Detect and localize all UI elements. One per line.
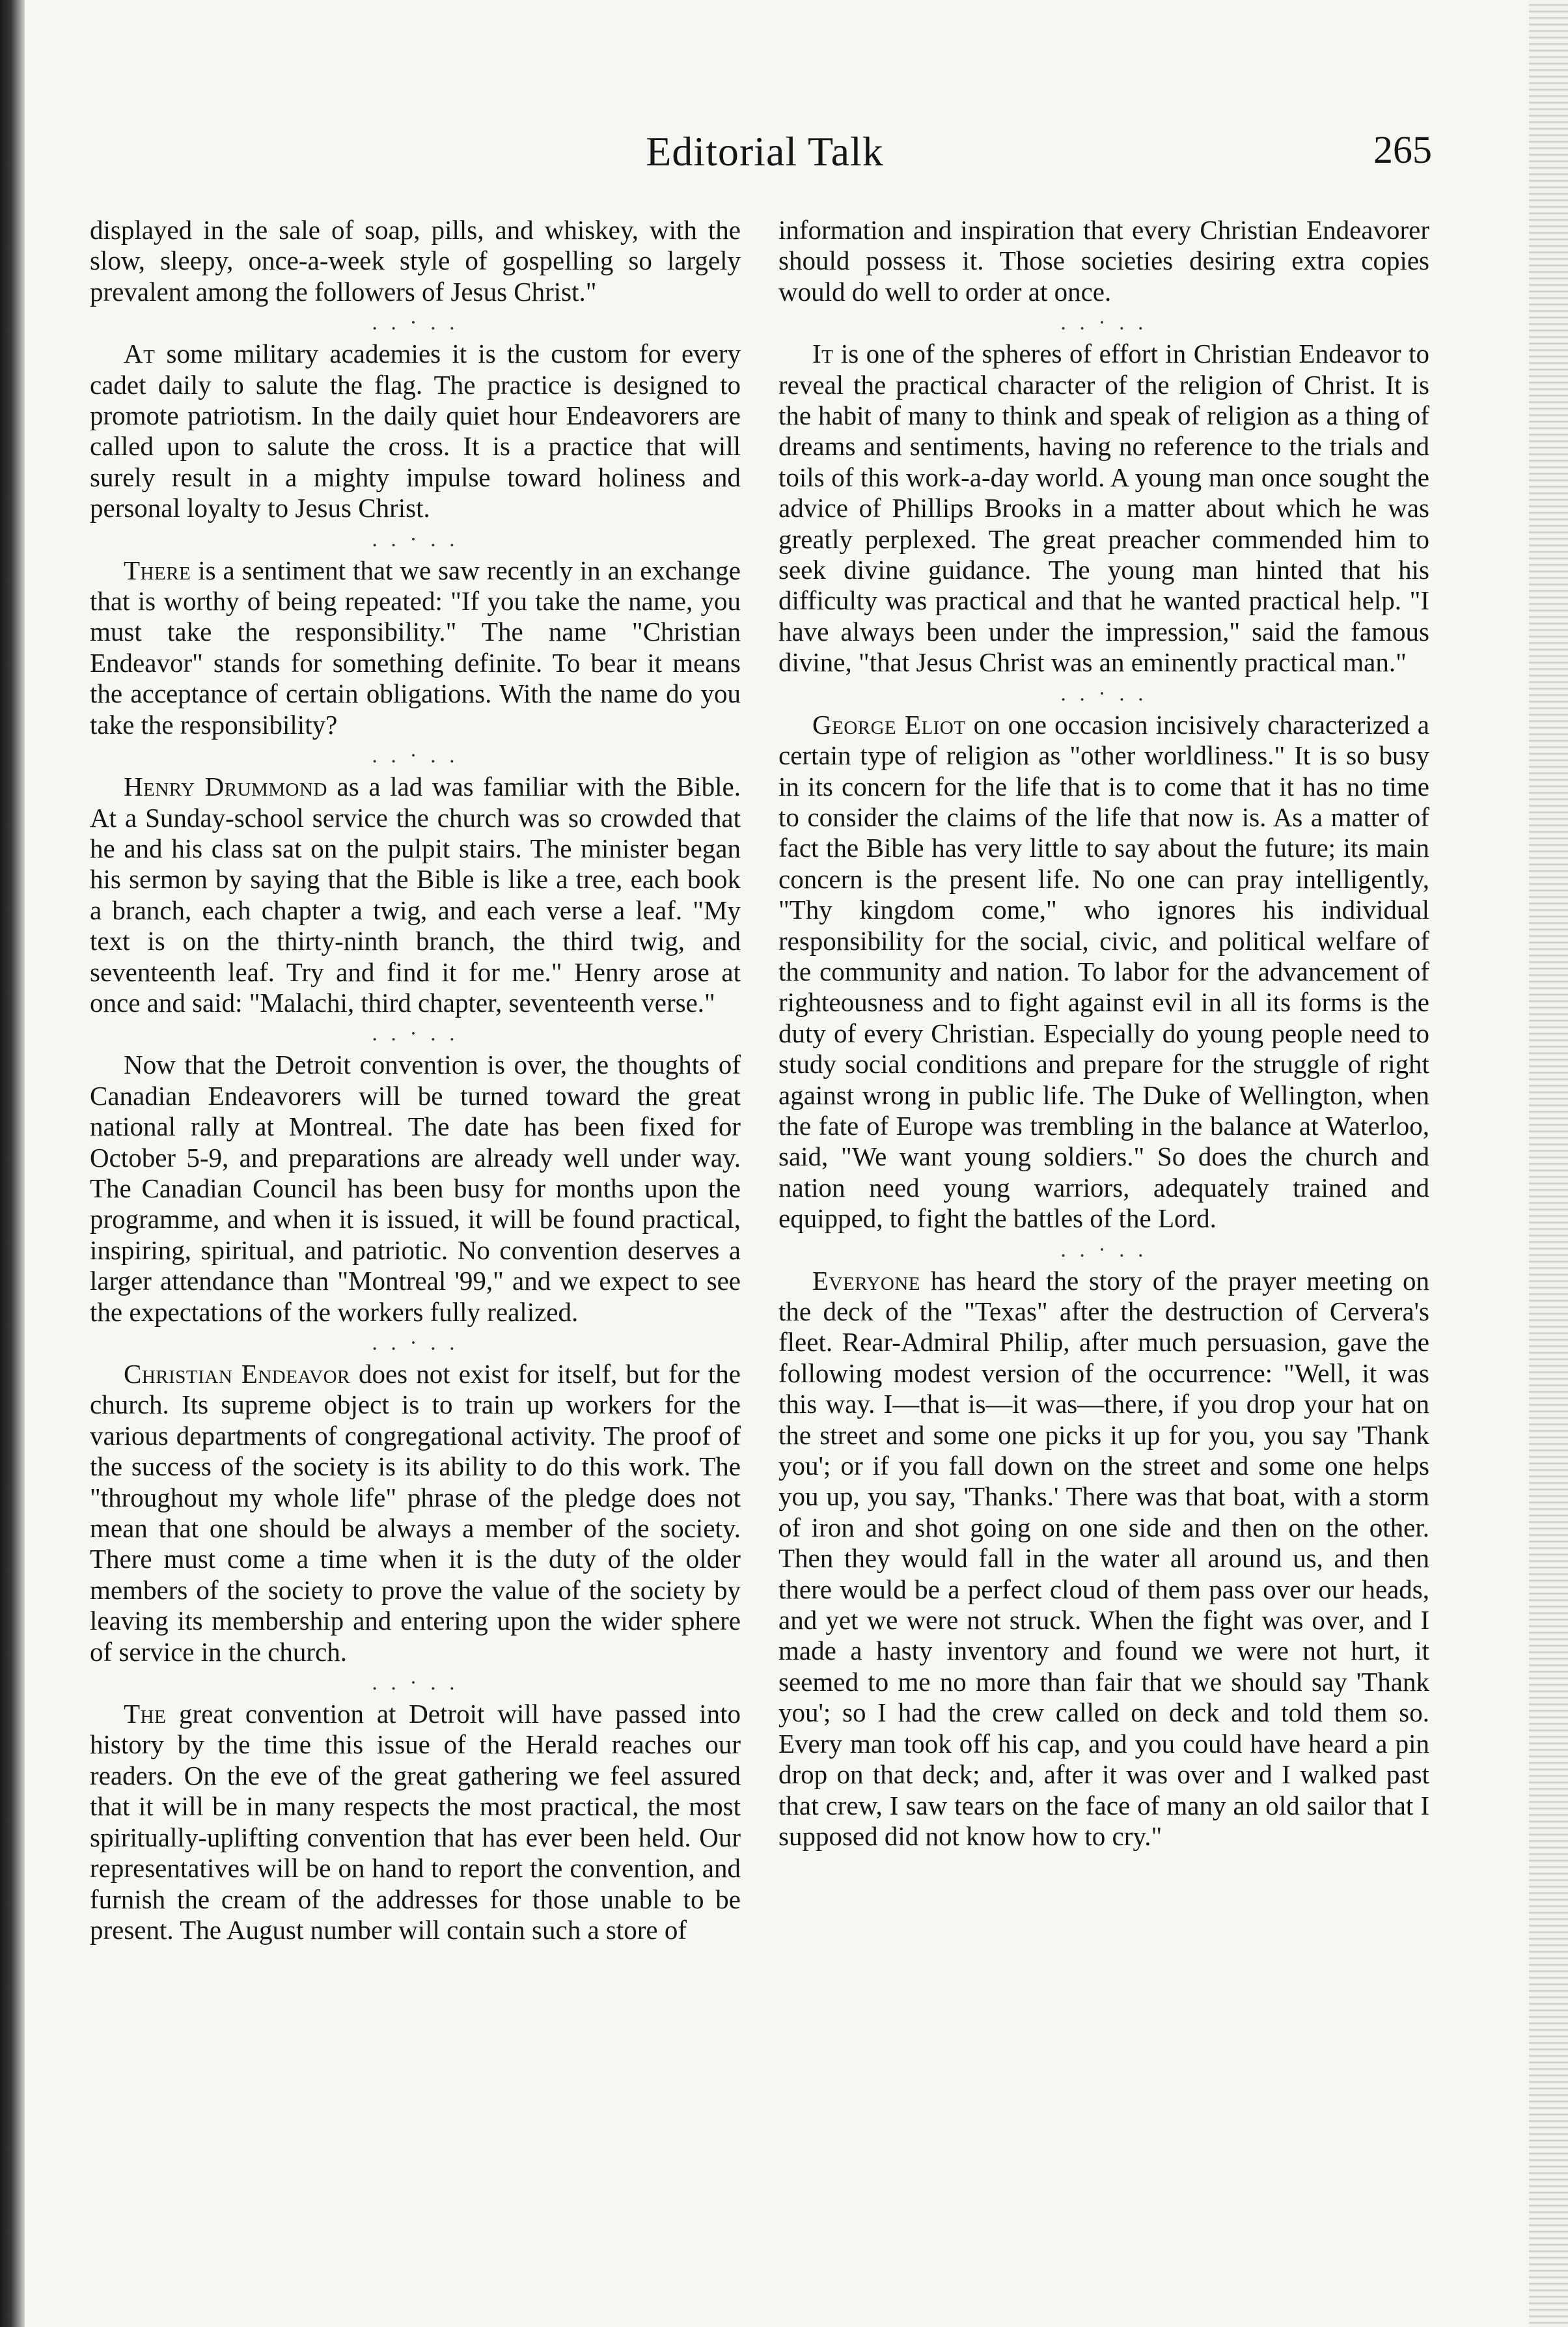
paragraph-text: has heard the story of the prayer meeting on the deck of the "Texas" after the destruction of Cervera's fleet. Rear-Admiral Philip, after much persuasion, gave the following modest version of the occurrence: "Well, it was this way. I—that is—it was—there, if you drop your hat on the street and some one picks it up for you, you say 'Thank you'; or if you fall down on the street and some one helps you up, you say, 'Thanks.' There was that boat, with a storm of iron and shot going on one side and then on the other. Then they would fall in the water all around us, and then there would be a perfect cloud of them pass over our heads, and yet we were not struck. When the fight was over, and I made a hasty inventory and found we were not hurt, it seemed to me no more than fair that we should say 'Thank you'; so I had the crew called on deck and told them so. Every man took off his cap, and you could have heard a pin drop on that deck; and, after it was over and I walked past that crew, I saw tears on the face of many an old sailor that I supposed did not know how to cry." bbox=[778, 1265, 1429, 1851]
section-separator: . . · . . bbox=[1060, 1237, 1148, 1262]
paragraph-lead-in: Christian Endeavor bbox=[124, 1359, 350, 1389]
section-separator: . . · . . bbox=[372, 311, 459, 335]
page-number: 265 bbox=[1373, 128, 1432, 171]
paragraph-lead-in: At bbox=[124, 339, 156, 369]
section-separator: . . · . . bbox=[1060, 681, 1148, 706]
paragraph-text: as a lad was familiar with the Bible. At a Sunday-school service the church was so crowded that he and his class sat on the pulpit stairs. The minister began his sermon by saying that the Bible is like a tree, each book a branch, each chapter a twig, and each verse a leaf. "My text is on the thirty-ninth branch, the third twig, and seventeenth leaf. Try and find it for me." Henry arose at once and said: "Malachi, third chapter, seventeenth verse." bbox=[90, 772, 741, 1018]
editorial-paragraph bbox=[778, 339, 1429, 678]
section-separator: . . · . . bbox=[372, 744, 459, 768]
paragraph-lead-in: It bbox=[812, 339, 834, 369]
editorial-paragraph bbox=[90, 772, 741, 1018]
editorial-paragraph bbox=[90, 1699, 741, 1945]
section-separator: . . · . . bbox=[1060, 311, 1148, 335]
running-head: Editorial Talk bbox=[646, 128, 884, 174]
page-header bbox=[98, 128, 1432, 186]
continued-paragraph bbox=[90, 215, 741, 307]
continued-paragraph bbox=[778, 215, 1429, 307]
page-binding-edge bbox=[0, 0, 25, 2327]
page-outer-edge bbox=[1529, 0, 1568, 2327]
paragraph-text: on one occasion incisively characterized a certain type of religion as "other worldliness." It is so busy in its concern for the life that is to come that it has no time to consider the claims of the life that now is. As a matter of fact the Bible has very little to say about the future; its main concern is the present life. No one can pray intelligently, "Thy kingdom come," who ignores his individual responsibility for the social, civic, and political welfare of the community and nation. To labor for the advancement of righteousness and to fight against evil in all its forms is the duty of every Christian. Especially do young people need to study social conditions and prepare for the struggle of right against wrong in public life. The Duke of Wellington, when the fate of Europe was trembling in the balance at Waterloo, said, "We want young soldiers." So does the church and nation need young warriors, adequately trained and equipped, to fight the battles of the Lord. bbox=[778, 709, 1429, 1234]
paragraph-lead-in: Henry Drummond bbox=[124, 772, 327, 802]
section-separator: . . · . . bbox=[372, 1671, 459, 1695]
paragraph-lead-in: There bbox=[124, 555, 191, 585]
section-separator: . . · . . bbox=[372, 1331, 459, 1355]
paragraph-lead-in: George Eliot bbox=[812, 709, 966, 740]
section-separator: . . · . . bbox=[372, 1022, 459, 1046]
paragraph-lead-in: Everyone bbox=[812, 1265, 920, 1296]
editorial-paragraph bbox=[778, 710, 1429, 1234]
paragraph-text: is one of the spheres of effort in Christian Endeavor to reveal the practical character of the religion of Christ. It is the habit of many to think and speak of religion as a thing of dreams and sentiments, having no reference to the trials and toils of this work-a-day world. A young man once sought the advice of Phillips Brooks in a matter about which he was greatly perplexed. The great preacher commended him to seek divine guidance. The young man hinted that his difficulty was practical and that he wanted practical help. "I have always been under the impression," said the famous divine, "that Jesus Christ was an eminently practical man." bbox=[778, 339, 1429, 678]
paragraph-text: is a sentiment that we saw recently in an exchange that is worthy of being repeated: "If you take the name, you must take the responsibility." The name "Christian Endeavor" stands for something definite. To bear it means the acceptance of certain obligations. With the name do you take the responsibility? bbox=[90, 555, 741, 740]
right-column bbox=[778, 215, 1429, 1852]
section-separator: . . · . . bbox=[372, 527, 459, 551]
paragraph-text: displayed in the sale of soap, pills, and whiskey, with the slow, sleepy, once-a-week style of gospelling so largely prevalent among the followers of Jesus Christ." bbox=[90, 215, 741, 307]
editorial-paragraph bbox=[90, 555, 741, 740]
left-column bbox=[90, 215, 741, 1945]
paragraph-text: some military academies it is the custom for every cadet daily to salute the flag. The practice is designed to promote patriotism. In the daily quiet hour Endeavorers are called upon to salute the cross. It is a practice that will surely result in a mighty impulse toward holiness and personal loyalty to Jesus Christ. bbox=[90, 339, 741, 523]
paragraph-text: great convention at Detroit will have passed into history by the time this issue of the Herald reaches our readers. On the eve of the great gathering we feel assured that it will be in many respects the most practical, the most spiritually-uplifting convention that has ever been held. Our representatives will be on hand to report the convention, and furnish the cream of the addresses for those unable to be present. The August number will contain such a store of bbox=[90, 1699, 741, 1945]
editorial-paragraph bbox=[778, 1266, 1429, 1852]
paragraph-text: information and inspiration that every Christian Endeavorer should possess it. Those societies desiring extra copies would do well to order at once. bbox=[778, 215, 1429, 307]
editorial-paragraph bbox=[90, 1359, 741, 1667]
paragraph-lead-in: The bbox=[124, 1699, 167, 1729]
paragraph-text: Now that the Detroit convention is over, the thoughts of Canadian Endeavorers will be turned toward the great national rally at Montreal. The date has been fixed for October 5-9, and preparations are already well under way. The Canadian Council has been busy for months upon the programme, and when it is issued, it will be found practical, inspiring, spiritual, and patriotic. No convention deserves a larger attendance than "Montreal '99," and we expect to see the expectations of the workers fully realized. bbox=[90, 1050, 741, 1327]
editorial-paragraph bbox=[90, 339, 741, 523]
editorial-paragraph bbox=[90, 1050, 741, 1328]
paragraph-text: does not exist for itself, but for the church. Its supreme object is to train up workers for the various departments of congregational activity. The proof of the success of the society is its ability to do this work. The "throughout my whole life" phrase of the pledge does not mean that one should be always a member of the society. There must come a time when it is the duty of the older members of the society to prove the value of the society by leaving its membership and entering upon the wider sphere of service in the church. bbox=[90, 1359, 741, 1667]
